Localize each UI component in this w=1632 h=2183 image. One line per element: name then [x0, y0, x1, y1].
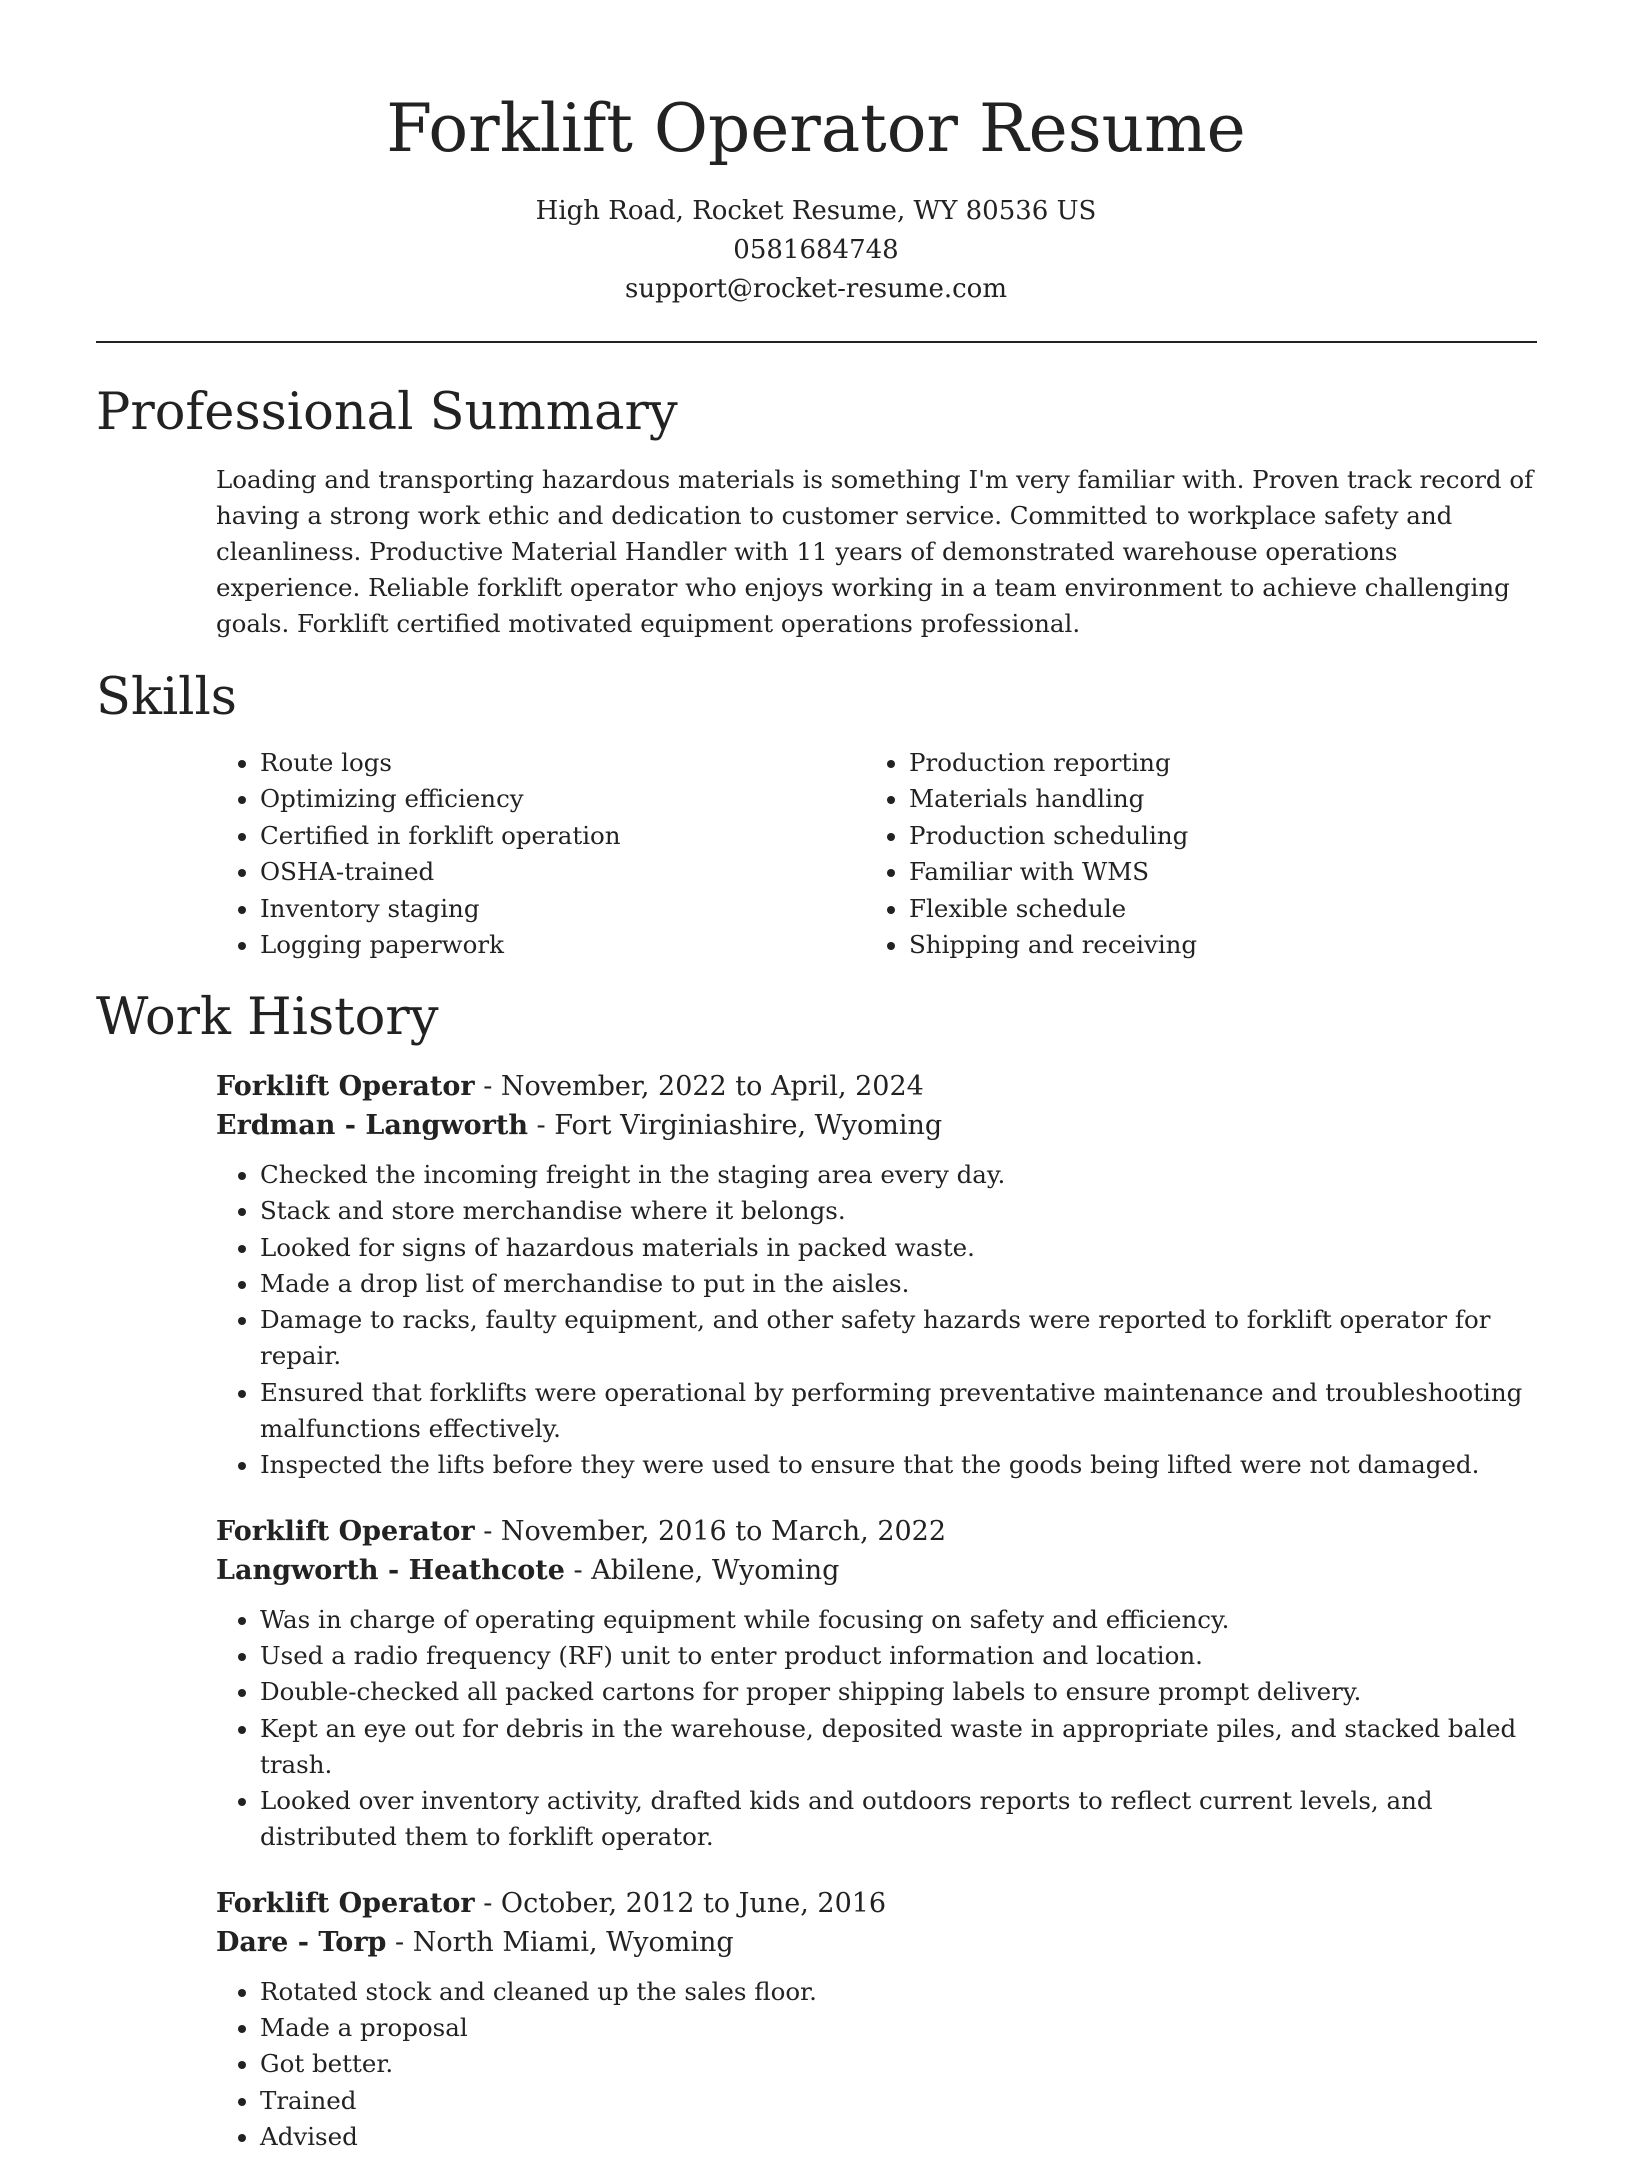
- job-duty: • Kept an eye out for debris in the warehouse, deposited waste in appropriate piles, and stacked baled trash.: [260, 1711, 1542, 1784]
- job-duty: • Advised: [260, 2119, 1542, 2155]
- job-title-line: [216, 1884, 1542, 1923]
- job-duty: • Damage to racks, faulty equipment, and other safety hazards were reported to forklift operator for repair.: [260, 1302, 1542, 1375]
- job-duty: • Looked over inventory activity, drafted kids and outdoors reports to reflect current levels, and distributed them to forklift operator.: [260, 1783, 1542, 1856]
- skill-item: • Shipping and receiving: [909, 927, 1558, 963]
- job-duty: • Ensured that forklifts were operational by performing preventative maintenance and troubleshooting malfunctions effectively.: [260, 1375, 1542, 1448]
- job-entry: [216, 1884, 1542, 2155]
- skill-item: • Inventory staging: [260, 891, 909, 927]
- skill-item: • Certified in forklift operation: [260, 818, 909, 854]
- job-company-line: [216, 1923, 1542, 1962]
- job-role: Forklift Operator: [216, 1071, 475, 1102]
- job-company: Langworth - Heathcote: [216, 1554, 565, 1586]
- skills-list: [216, 745, 1542, 963]
- skill-item: • Logging paperwork: [260, 927, 909, 963]
- skill-item: • Familiar with WMS: [909, 854, 1558, 890]
- job-duties: [216, 1602, 1542, 1856]
- job-company-line: [216, 1106, 1542, 1145]
- summary-heading: Professional Summary: [96, 383, 678, 442]
- skill-item: • Flexible schedule: [909, 891, 1558, 927]
- job-duty: • Looked for signs of hazardous materials in packed waste.: [260, 1230, 1542, 1266]
- job-company: Dare - Torp: [216, 1926, 387, 1958]
- job-title-line: [216, 1512, 1542, 1551]
- skill-item: • Route logs: [260, 745, 909, 781]
- skill-item: • Materials handling: [909, 781, 1558, 817]
- resume-title: Forklift Operator Resume: [386, 90, 1246, 167]
- job-duty: • Rotated stock and cleaned up the sales floor.: [260, 1974, 1542, 2010]
- job-duty: • Checked the incoming freight in the staging area every day.: [260, 1157, 1542, 1193]
- job-duty: • Used a radio frequency (RF) unit to enter product information and location.: [260, 1638, 1542, 1674]
- work-history-list: [216, 1067, 1542, 2183]
- job-company: Erdman - Langworth: [216, 1110, 528, 1141]
- resume-header: [0, 0, 1632, 309]
- skill-item: • Production scheduling: [909, 818, 1558, 854]
- contact-address: High Road, Rocket Resume, WY 80536 US: [535, 196, 1097, 226]
- job-role: Forklift Operator: [216, 1887, 475, 1919]
- job-location: - Abilene, Wyoming: [564, 1554, 840, 1586]
- job-duty: • Double-checked all packed cartons for proper shipping labels to ensure prompt delivery.: [260, 1674, 1542, 1710]
- skills-heading: Skills: [96, 668, 237, 727]
- job-duty: • Made a proposal: [260, 2010, 1542, 2046]
- contact-phone: 0581684748: [733, 235, 899, 265]
- job-entry: [216, 1067, 1542, 1484]
- job-duty: • Was in charge of operating equipment while focusing on safety and efficiency.: [260, 1602, 1542, 1638]
- job-dates: - November, 2016 to March, 2022: [474, 1515, 947, 1547]
- job-dates: - November, 2022 to April, 2024: [474, 1071, 924, 1102]
- job-location: - North Miami, Wyoming: [386, 1926, 734, 1958]
- summary-text: Loading and transporting hazardous materials is something I'm very familiar with. Proven track record of having a strong work ethic and dedication to customer service. Committed to workplace safety and cleanliness. Productive Material Handler with 11 years of demonstrated warehouse operations experience. Reliable forklift operator who enjoys working in a team environment to achieve challenging goals. Forklift certified motivated equipment operations professional.: [216, 465, 1534, 638]
- job-company-line: [216, 1551, 1542, 1590]
- header-divider: [96, 341, 1537, 343]
- job-duty: • Made a drop list of merchandise to put in the aisles.: [260, 1266, 1542, 1302]
- job-duty: • Stack and store merchandise where it belongs.: [260, 1193, 1542, 1229]
- work-history-heading: Work History: [96, 988, 439, 1047]
- job-duties: [216, 1157, 1542, 1484]
- skill-item: • Production reporting: [909, 745, 1558, 781]
- job-duty: • Trained: [260, 2083, 1542, 2119]
- job-duty: • Got better.: [260, 2046, 1542, 2082]
- job-duty: • Inspected the lifts before they were used to ensure that the goods being lifted were not damaged.: [260, 1447, 1542, 1483]
- job-duties: [216, 1974, 1542, 2155]
- contact-email: support@rocket-resume.com: [624, 274, 1007, 304]
- job-dates: - October, 2012 to June, 2016: [474, 1887, 887, 1919]
- job-title-line: [216, 1067, 1542, 1106]
- contact-info: [0, 192, 1632, 309]
- skill-item: • Optimizing efficiency: [260, 781, 909, 817]
- job-location: - Fort Virginiashire, Wyoming: [527, 1110, 943, 1141]
- skill-item: • OSHA-trained: [260, 854, 909, 890]
- job-role: Forklift Operator: [216, 1515, 475, 1547]
- job-entry: [216, 1512, 1542, 1856]
